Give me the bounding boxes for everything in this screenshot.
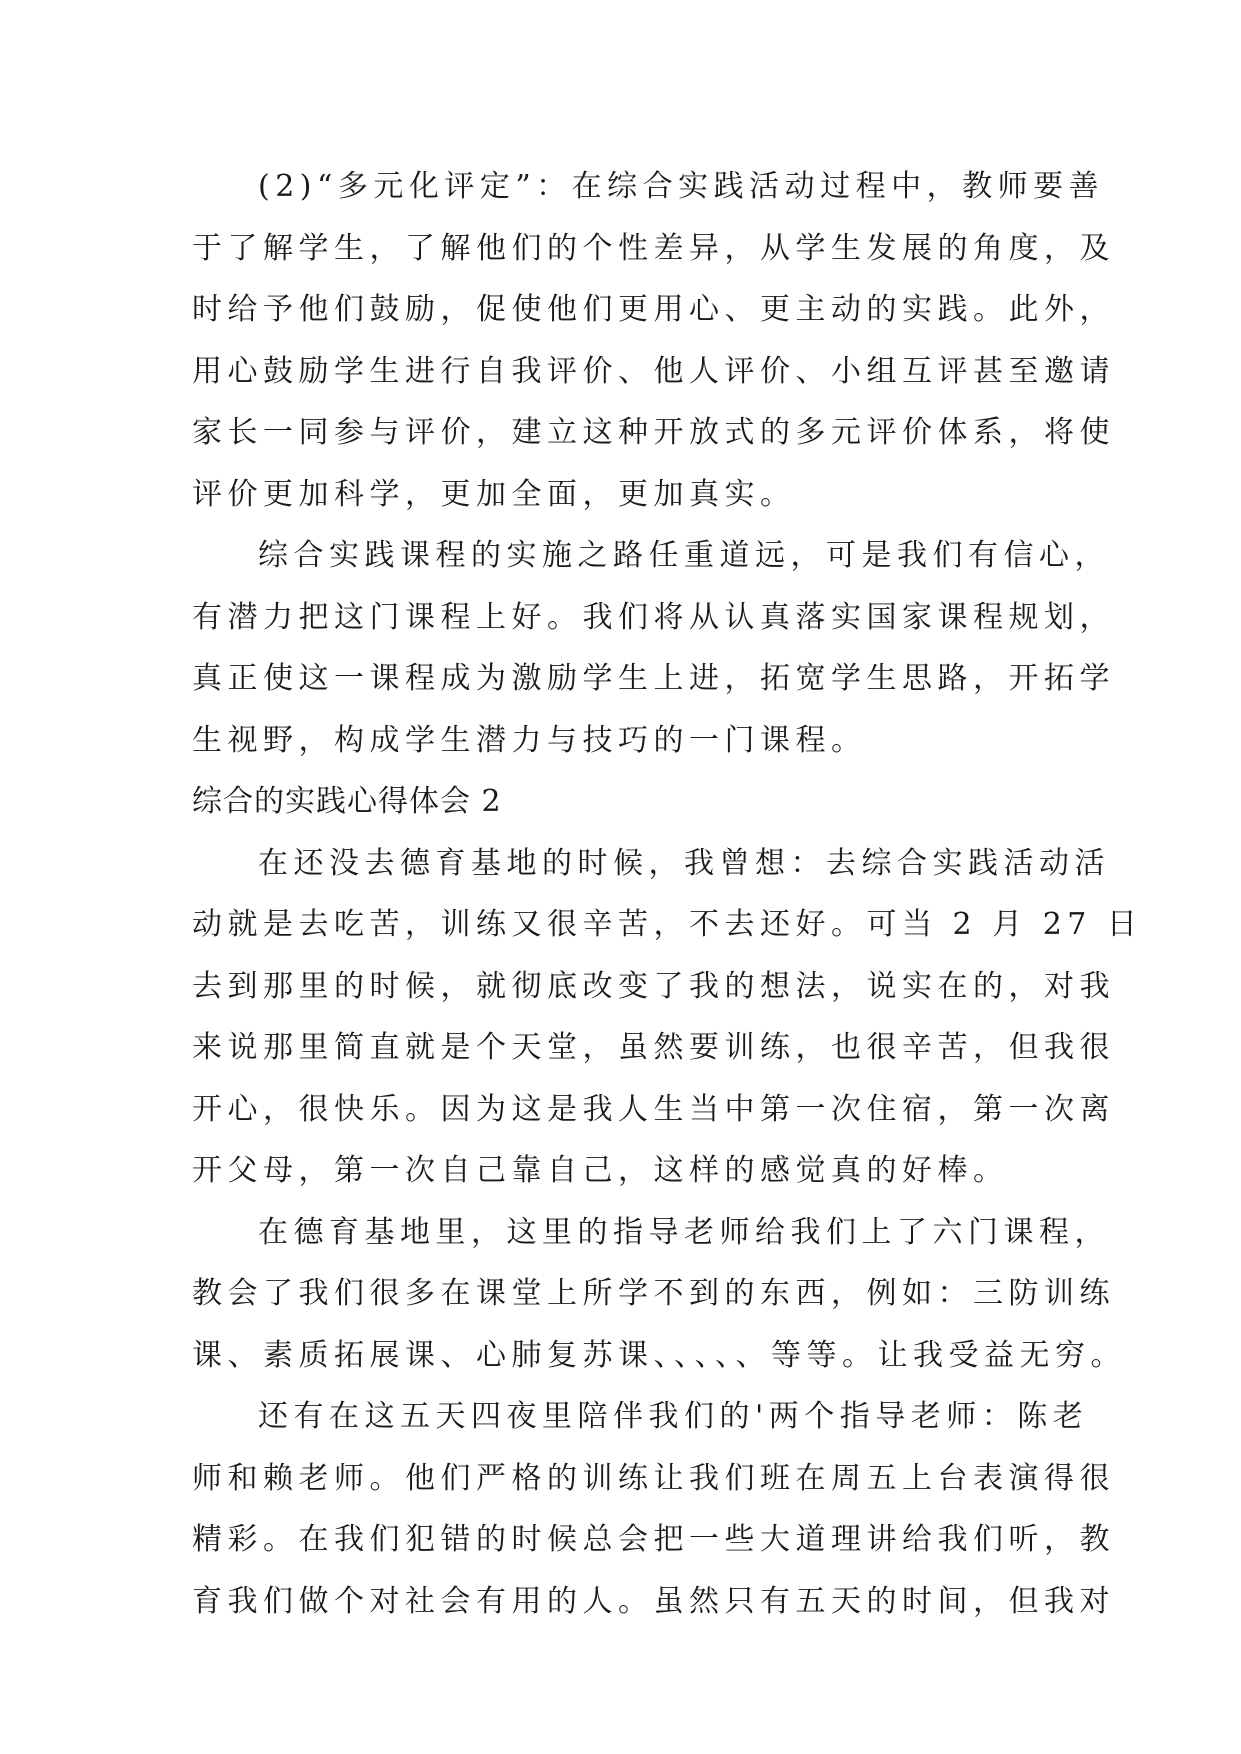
paragraph-line: 精彩。在我们犯错的时候总会把一些大道理讲给我们听，教 [192,1522,1115,1557]
paragraph-line: (2)“多元化评定”：在综合实践活动过程中，教师要善 [258,169,1105,204]
section-heading: 综合的实践心得体会 2 [192,784,502,819]
paragraph-line: 课、素质拓展课、心肺复苏课、、、、、等等。让我受益无穷。 [192,1337,1126,1373]
paragraph-line: 用心鼓励学生进行自我评价、他人评价、小组互评甚至邀请 [192,353,1115,389]
paragraph-line: 开父母，第一次自己靠自己，这样的感觉真的好棒。 [192,1153,1009,1188]
paragraph-line: 去到那里的时候，就彻底改变了我的想法，说实在的，对我 [192,968,1115,1004]
paragraph-line: 生视野，构成学生潜力与技巧的一门课程。 [192,722,867,758]
paragraph-line: 综合实践课程的实施之路任重道远，可是我们有信心， [258,538,1110,573]
paragraph-line: 开心，很快乐。因为这是我人生当中第一次住宿，第一次离 [192,1091,1115,1127]
paragraph-line: 真正使这一课程成为激励学生上进，拓宽学生思路，开拓学 [192,661,1115,696]
paragraph-line: 时给予他们鼓励，促使他们更用心、更主动的实践。此外， [192,292,1115,327]
paragraph-line: 家长一同参与评价，建立这种开放式的多元评价体系，将使 [192,415,1115,450]
paragraph-line: 来说那里简直就是个天堂，虽然要训练，也很辛苦，但我很 [192,1030,1115,1065]
paragraph-line: 于了解学生，了解他们的个性差异，从学生发展的角度，及 [192,230,1115,266]
paragraph-line: 还有在这五天四夜里陪伴我们的'两个指导老师：陈老 [258,1399,1089,1434]
paragraph-line: 师和赖老师。他们严格的训练让我们班在周五上台表演得很 [192,1460,1115,1496]
paragraph-line: 动就是去吃苦，训练又很辛苦，不去还好。可当 2 月 27 日 [192,907,1143,942]
paragraph-line: 在德育基地里，这里的指导老师给我们上了六门课程， [258,1214,1110,1250]
paragraph-line: 育我们做个对社会有用的人。虽然只有五天的时间，但我对 [192,1583,1115,1619]
paragraph-line: 教会了我们很多在课堂上所学不到的东西，例如：三防训练 [192,1276,1115,1311]
paragraph-line: 评价更加科学，更加全面，更加真实。 [192,476,796,512]
paragraph-line: 有潜力把这门课程上好。我们将从认真落实国家课程规划， [192,599,1115,635]
paragraph-line: 在还没去德育基地的时候，我曾想：去综合实践活动活 [258,845,1110,881]
document-body [192,156,1143,1632]
